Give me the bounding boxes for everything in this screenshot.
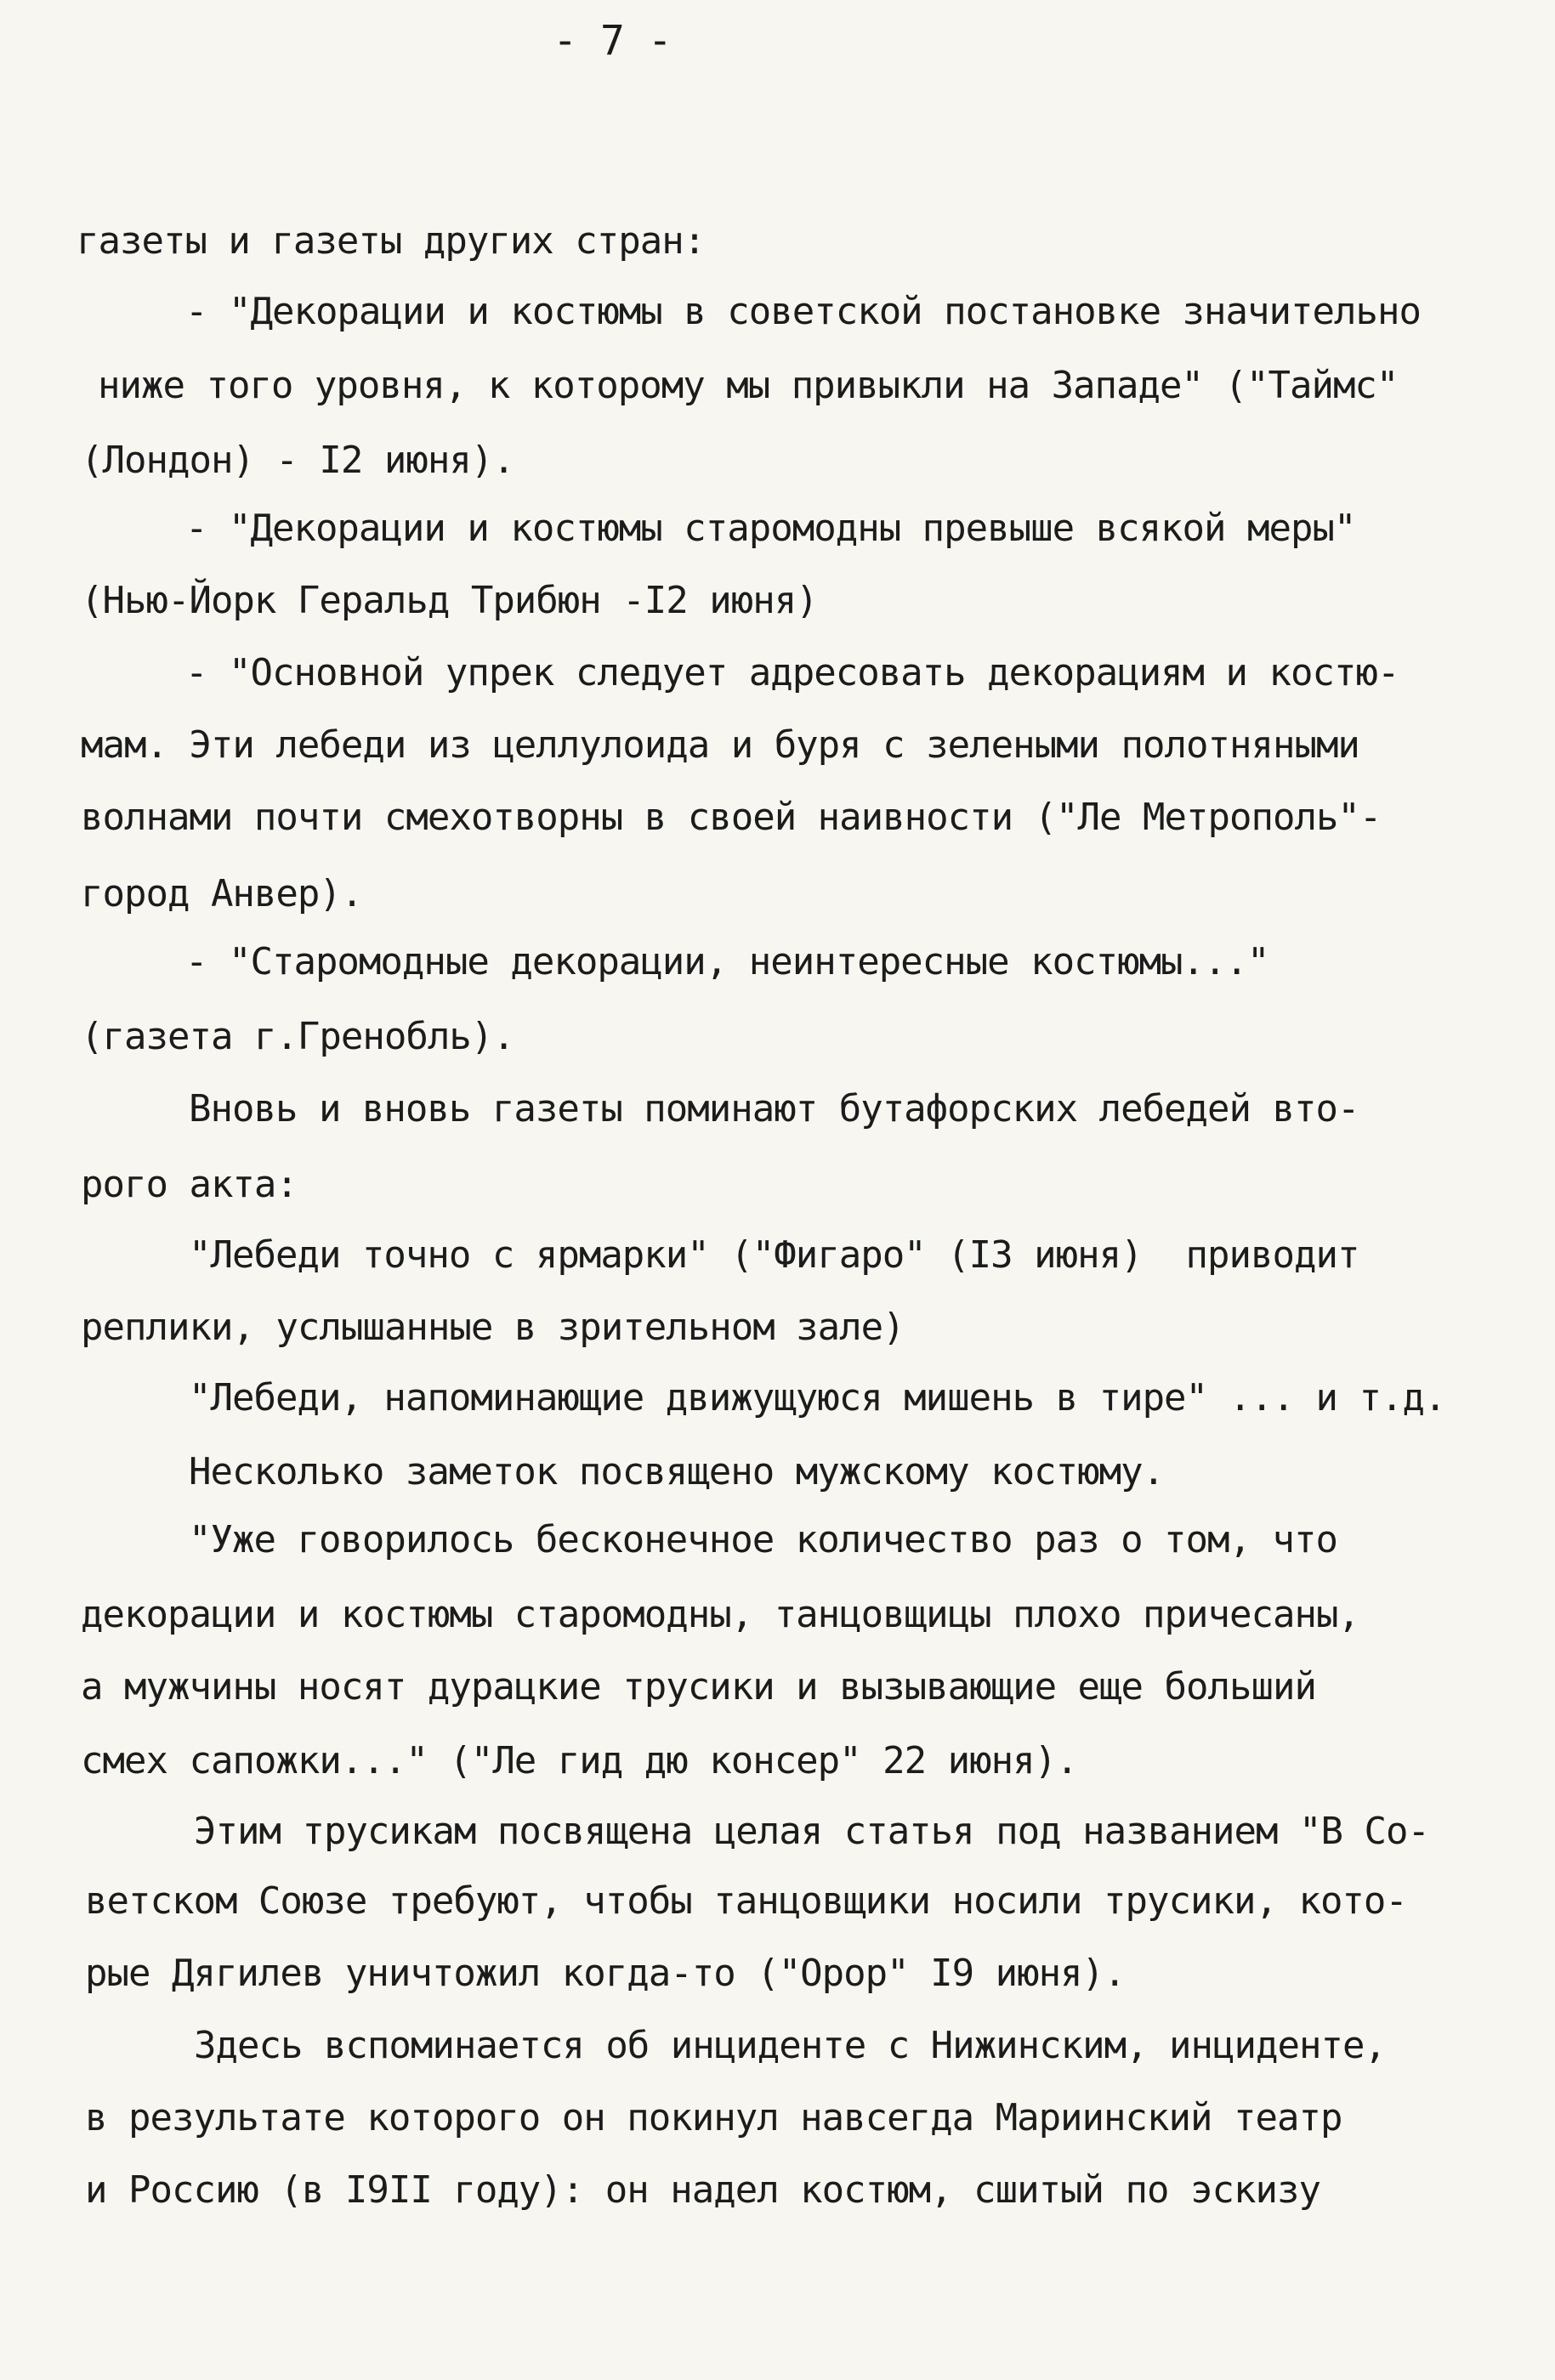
text-line-16: реплики, услышанные в зрительном зале) — [81, 1306, 905, 1349]
text-line-17: "Лебеди, напоминающие движущуюся мишень в тире" ... и т.д. — [189, 1376, 1446, 1420]
text-line-26: Здесь вспоминается об инциденте с Нижинским, инциденте, — [194, 2024, 1386, 2067]
text-line-4: (Лондон) - I2 июня). — [81, 439, 514, 482]
text-line-10: город Анвер). — [81, 872, 363, 915]
text-line-25: рые Дягилев уничтожил когда-то ("Орор" I9 июня). — [85, 1952, 1126, 1995]
text-line-28: и Россию (в I9II году): он надел костюм, сшитый по эскизу — [85, 2168, 1320, 2212]
text-line-12: (газета г.Гренобль). — [81, 1015, 514, 1058]
text-line-8: мам. Эти лебеди из целлулоида и буря с зелеными полотняными — [81, 723, 1359, 767]
text-line-20: декорации и костюмы старомодны, танцовщицы плохо причесаны, — [81, 1593, 1359, 1636]
text-line-2: - "Декорации и костюмы в советской постановке значительно — [185, 290, 1421, 333]
text-line-3: ниже того уровня, к которому мы привыкли на Западе" ("Таймс" — [98, 364, 1399, 407]
text-line-9: волнами почти смехотворны в своей наивности ("Ле Метрополь"- — [81, 796, 1382, 839]
text-line-7: - "Основной упрек следует адресовать декорациям и костю- — [185, 651, 1399, 694]
text-line-18: Несколько заметок посвящено мужскому костюму. — [189, 1450, 1165, 1493]
text-line-11: - "Старомодные декорации, неинтересные костюмы..." — [185, 940, 1269, 983]
text-line-14: рого акта: — [81, 1163, 298, 1206]
text-line-21: а мужчины носят дурацкие трусики и вызывающие еще больший — [81, 1665, 1316, 1708]
text-line-13: Вновь и вновь газеты поминают бутафорских лебедей вто- — [189, 1087, 1359, 1130]
page-number: - 7 - — [553, 17, 672, 65]
text-line-15: "Лебеди точно с ярмарки" ("Фигаро" (I3 июня) приводит — [189, 1233, 1359, 1277]
text-line-5: - "Декорации и костюмы старомодны превыше всякой меры" — [185, 507, 1356, 550]
text-line-24: ветском Союзе требуют, чтобы танцовщики носили трусики, кото- — [85, 1879, 1407, 1923]
text-line-6: (Нью-Йорк Геральд Трибюн -I2 июня) — [81, 579, 818, 622]
text-line-1: газеты и газеты других стран: — [77, 219, 706, 263]
text-line-19: "Уже говорилось бесконечное количество раз о том, что — [189, 1518, 1337, 1561]
text-line-22: смех сапожки..." ("Ле гид дю консер" 22 июня). — [81, 1739, 1078, 1782]
text-line-27: в результате которого он покинул навсегда Мариинский театр — [85, 2096, 1342, 2139]
text-line-23: Этим трусикам посвящена целая статья под названием "В Со- — [194, 1810, 1429, 1853]
